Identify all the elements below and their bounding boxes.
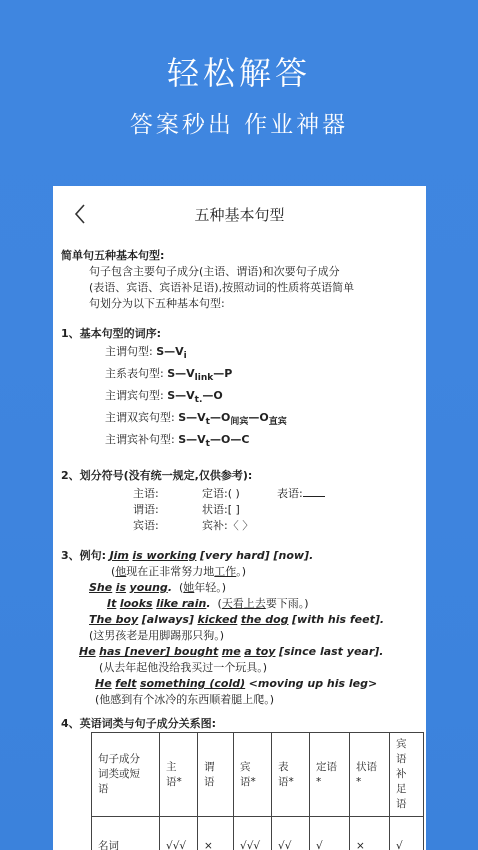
section4-heading: 4、英语词类与句子成分关系图: <box>61 717 217 730</box>
symbol-cell: 宾语: <box>133 519 159 532</box>
pattern-row <box>105 388 223 408</box>
pattern-row <box>105 344 187 364</box>
example-line: He felt something (cold) <moving up his leg> <box>95 677 378 690</box>
example-line: 3、例句: Jim is working [very hard] [now]. <box>61 549 314 562</box>
example-translation: (他感到有个冰冷的东西顺着腿上爬。) <box>95 693 275 706</box>
table-cell: √√√ <box>234 817 272 850</box>
table-header-cell: 主 语* <box>160 733 198 817</box>
table-header-cell: 宾 语 补 足 语 <box>390 733 424 817</box>
pattern-formula: $S—V_{t.}—O$ <box>167 389 223 406</box>
table-cell: √√ <box>272 817 310 850</box>
relation-table <box>91 732 424 850</box>
symbol-cell: 宾补:〈 〉 <box>202 519 254 532</box>
table-row <box>92 817 424 850</box>
table-header-cell: 表 语* <box>272 733 310 817</box>
table-header-cell: 谓 语 <box>198 733 234 817</box>
pattern-formula: $S—V_t—O—C$ <box>178 433 250 450</box>
example-line: She is young. (她年轻。) <box>89 581 227 594</box>
table-header-cell: 定语 * <box>310 733 350 817</box>
table-cell: × <box>198 817 234 850</box>
example-translation: (这男孩老是用脚踢那只狗。) <box>89 629 225 642</box>
pattern-label: 主谓句型: <box>105 345 153 358</box>
pattern-formula: $S—V_{link}—P$ <box>167 367 233 384</box>
pattern-label: 主谓宾补句型: <box>105 433 175 446</box>
symbol-cell: 谓语: <box>133 503 159 516</box>
page-title: 五种基本句型 <box>194 206 285 224</box>
pattern-row <box>105 366 232 386</box>
example-translation: (从去年起他没给我买过一个玩具。) <box>99 661 268 674</box>
table-header-row <box>92 733 424 817</box>
table-header-cell: 状语 * <box>350 733 390 817</box>
pattern-formula: $S—V_i$ <box>156 345 187 362</box>
pattern-row <box>105 410 287 430</box>
symbol-cell: 定语:( ) <box>202 487 240 500</box>
hero-subtitle: 答案秒出 作业神器 <box>129 112 349 138</box>
intro-line: 句划分为以下五种基本句型: <box>89 297 225 310</box>
hero-title: 轻松解答 <box>166 54 311 92</box>
example-line: He has [never] bought me a toy [since last year]. <box>79 645 384 658</box>
example-translation: (他现在正非常努力地工作。) <box>111 565 247 578</box>
table-cell: 名词 <box>92 817 160 850</box>
symbol-cell: 状语:[ ] <box>202 503 240 516</box>
nav-bar <box>53 186 426 242</box>
table-cell: × <box>350 817 390 850</box>
table-header-cell: 宾 语* <box>234 733 272 817</box>
table-cell: √√√ <box>160 817 198 850</box>
intro-line: 句子包含主要句子成分(主语、谓语)和次要句子成分 <box>89 265 340 278</box>
pattern-row <box>105 432 249 452</box>
intro-heading: 简单句五种基本句型: <box>61 249 165 262</box>
phone-screen <box>53 186 426 850</box>
pattern-label: 主谓宾句型: <box>105 389 164 402</box>
intro-line: (表语、宾语、宾语补足语),按照动词的性质将英语简单 <box>89 281 355 294</box>
table-cell: √ <box>310 817 350 850</box>
symbol-cell: 主语: <box>133 487 159 500</box>
example-line: The boy [always] kicked the dog [with his feet]. <box>89 613 385 626</box>
pattern-label: 主谓双宾句型: <box>105 411 175 424</box>
table-cell: √ <box>390 817 424 850</box>
example-line: It looks like rain. (天看上去要下雨。) <box>107 597 309 610</box>
table-header-cell: 句子成分 词类或短 语 <box>92 733 160 817</box>
symbol-cell: 表语: <box>277 486 325 502</box>
section2-heading: 2、划分符号(没有统一规定,仅供参考): <box>61 469 253 482</box>
pattern-label: 主系表句型: <box>105 367 164 380</box>
section1-heading: 1、基本句型的词序: <box>61 327 162 340</box>
pattern-formula: $S—V_t—O_{间宾}—O_{直宾}$ <box>178 411 287 428</box>
